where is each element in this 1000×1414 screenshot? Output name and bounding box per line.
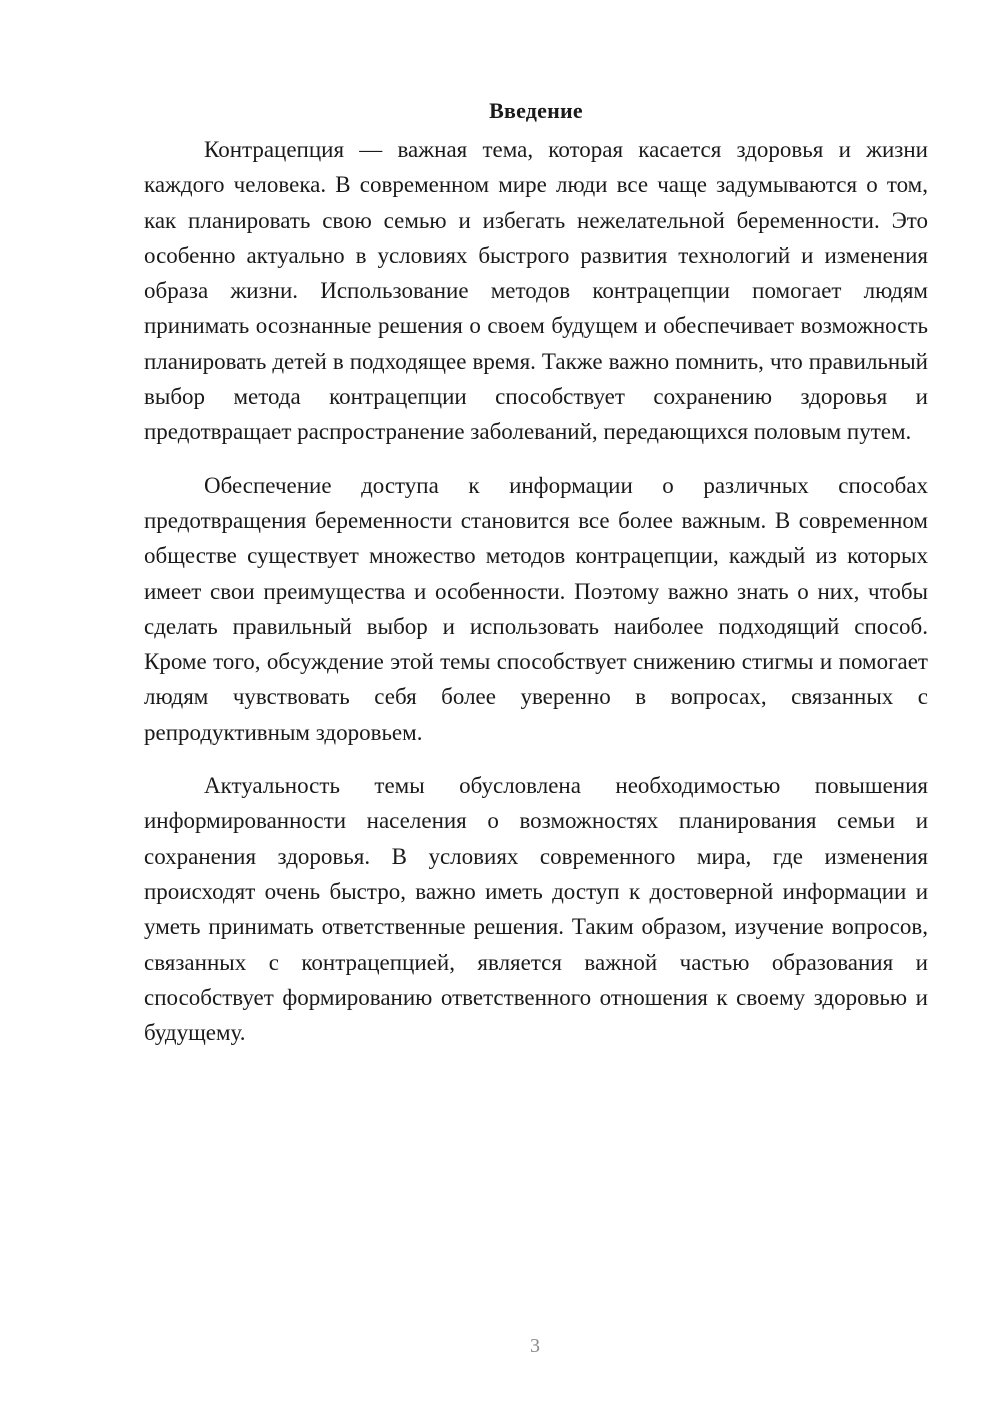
page-content [144,94,928,1050]
page-number: 3 [530,1335,540,1357]
paragraph-3: Актуальность темы обусловлена необходимостью повышения информированности населения о возможностях планирования семьи и сохранения здоровья. В условиях современного мира, где изменения происходят очень быстро, важно иметь доступ к достоверной информации и уметь принимать ответственные решения. Таким образом, изучение вопросов, связанных с контрацепцией, является важной частью образования и способствует формированию ответственного отношения к своему здоровью и будущему. [144,773,928,1046]
paragraph-1: Контрацепция — важная тема, которая касается здоровья и жизни каждого человека. В современном мире люди все чаще задумываются о том, как планировать свою семью и избегать нежелательной беременности. Это особенно актуально в условиях быстрого развития технологий и изменения образа жизни. Использование методов контрацепции помогает людям принимать осознанные решения о своем будущем и обеспечивает возможность планировать детей в подходящее время. Также важно помнить, что правильный выбор метода контрацепции способствует сохранению здоровья и предотвращает распространение заболеваний, передающихся половым путем. [144,137,928,445]
paragraph-2: Обеспечение доступа к информации о различных способах предотвращения беременности становится все более важным. В современном обществе существует множество методов контрацепции, каждый из которых имеет свои преимущества и особенности. Поэтому важно знать о них, чтобы сделать правильный выбор и использовать наиболее подходящий способ. Кроме того, обсуждение этой темы способствует снижению стигмы и помогает людям чувствовать себя более уверенно в вопросах, связанных с репродуктивным здоровьем. [144,472,928,745]
section-heading: Введение [489,98,583,123]
